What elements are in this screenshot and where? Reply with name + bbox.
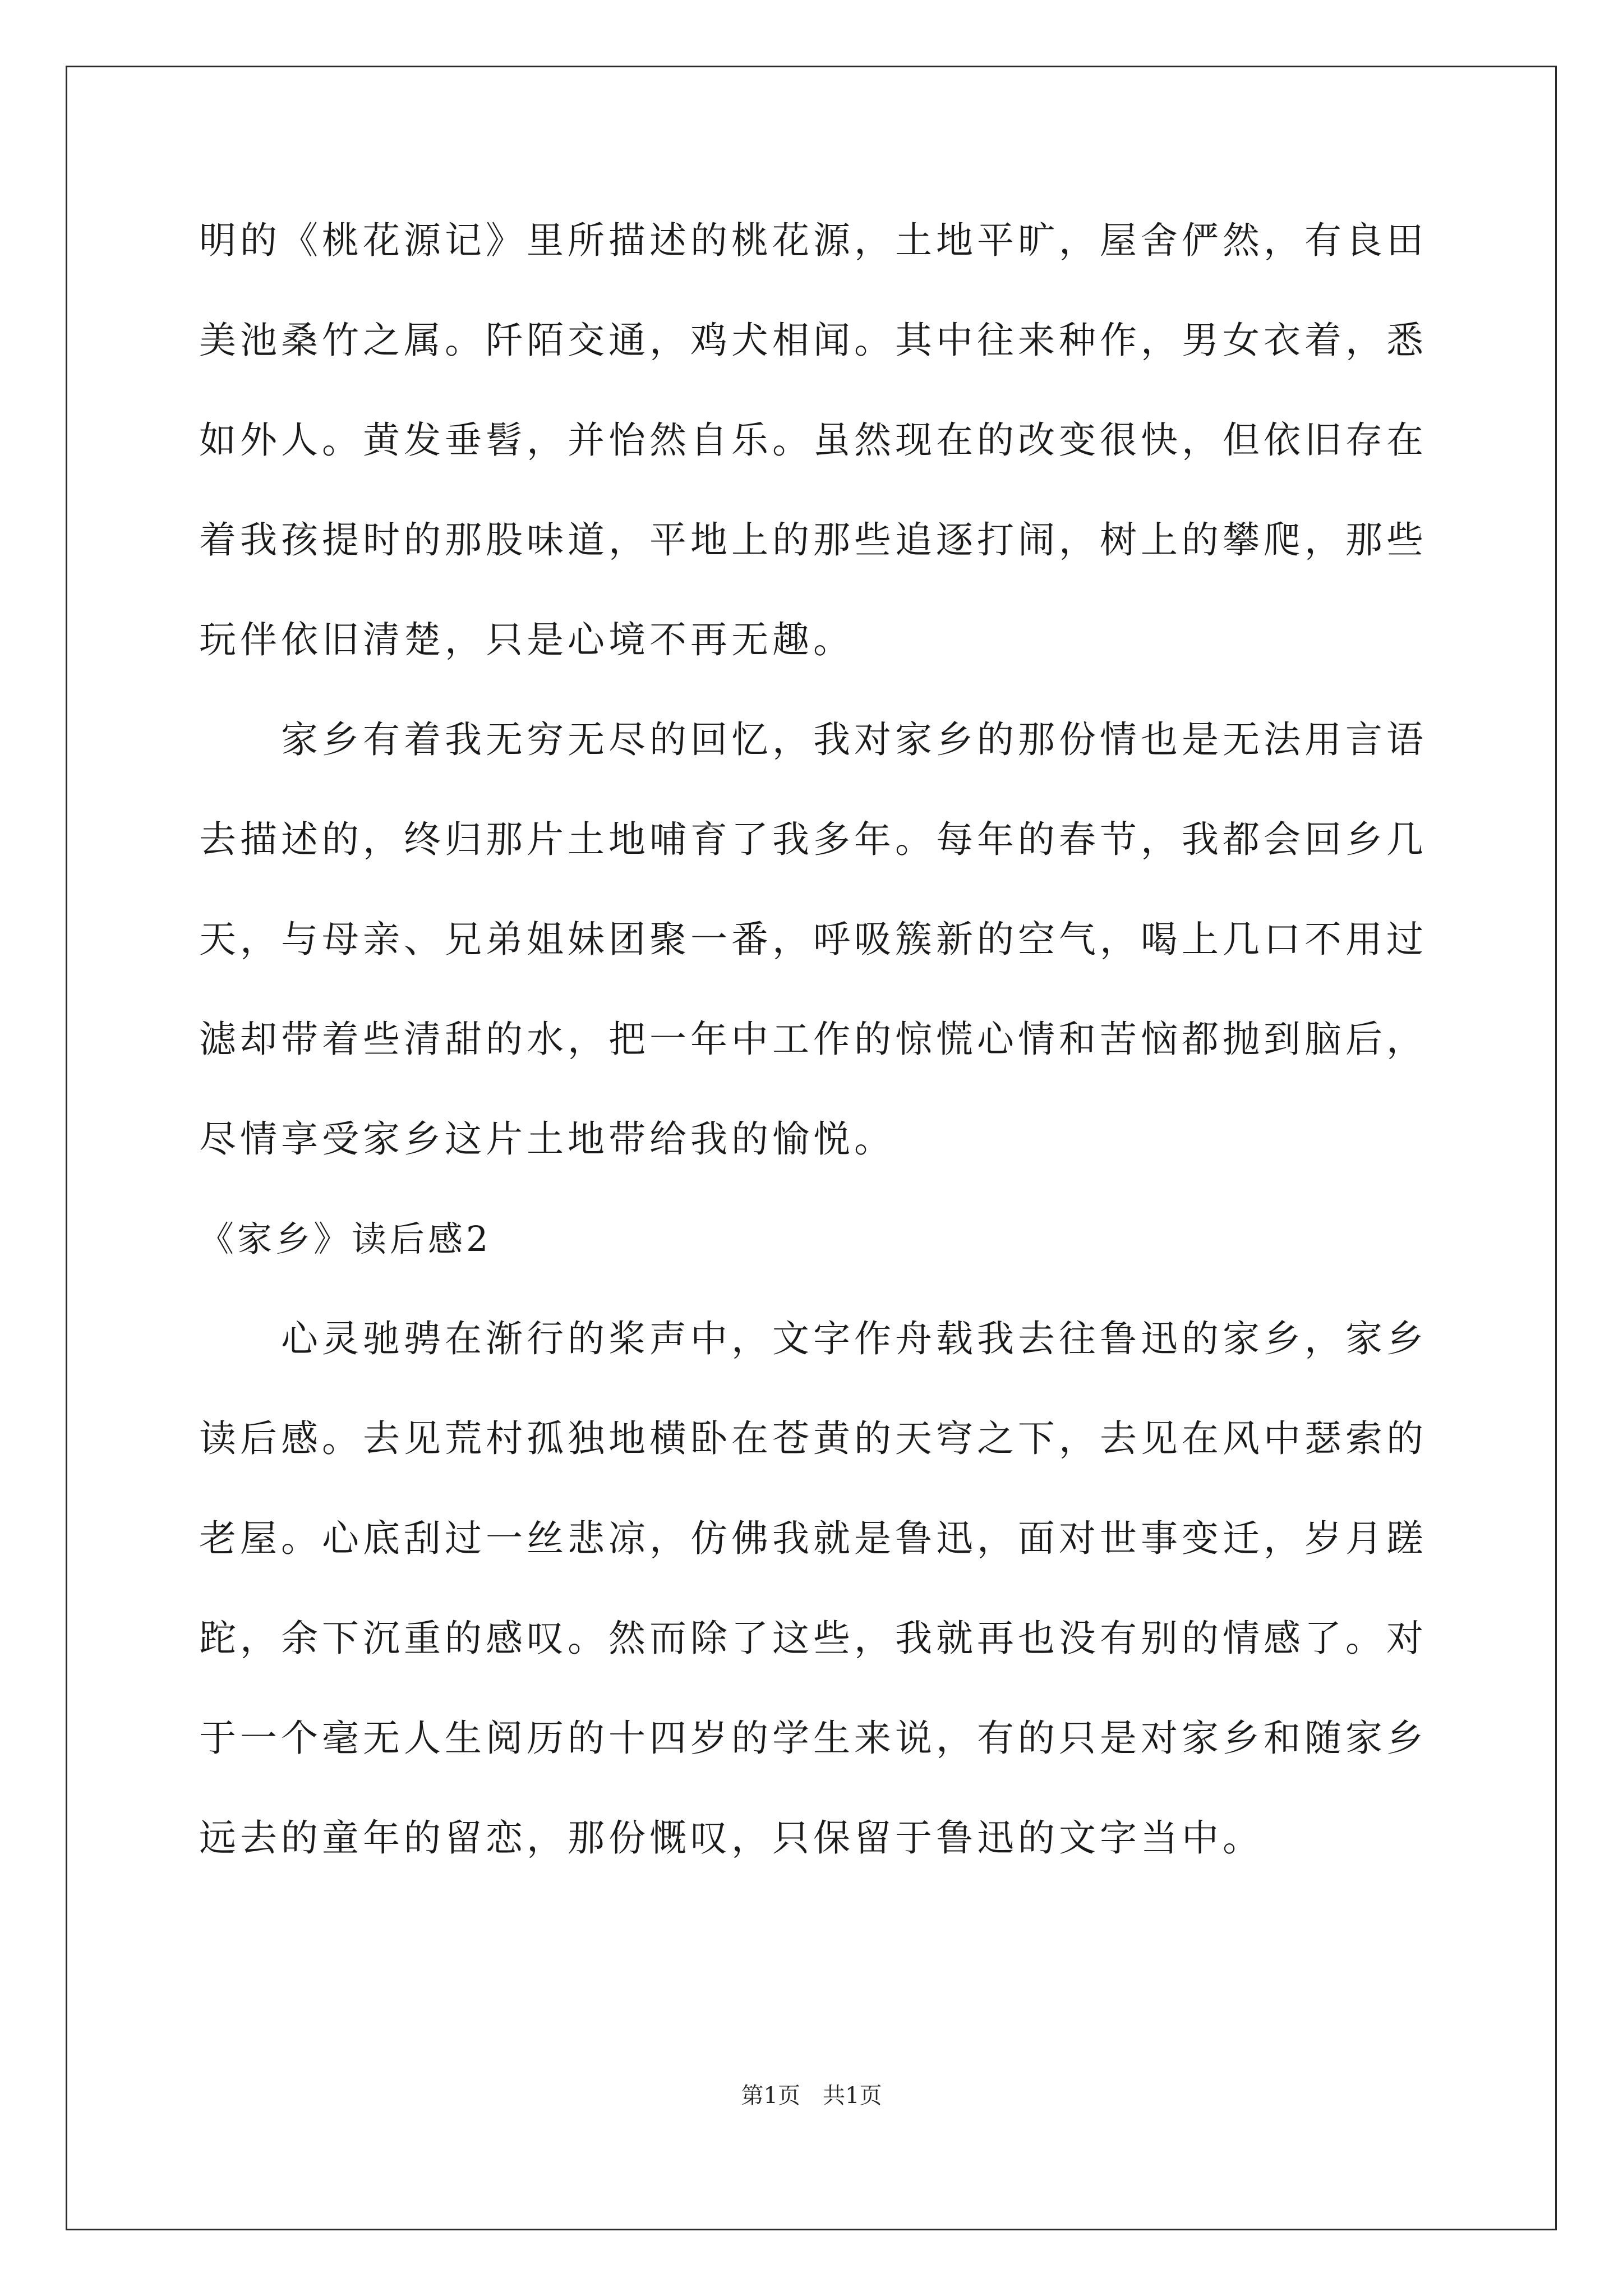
text-line: 玩伴依旧清楚，只是心境不再无趣。 (199, 618, 854, 661)
section-heading: 《家乡》读后感2 (199, 1218, 492, 1259)
text-line: 去描述的，终归那片土地哺育了我多年。每年的春节，我都会回乡几 (199, 818, 1427, 861)
paragraph-first-line: 家乡有着我无穷无尽的回忆，我对家乡的那份情也是无法用言语 (281, 718, 1427, 761)
text-line: 跎，余下沉重的感叹。然而除了这些，我就再也没有别的情感了。对 (199, 1617, 1427, 1660)
text-line: 滤却带着些清甜的水，把一年中工作的惊慌心情和苦恼都抛到脑后， (199, 1018, 1427, 1061)
paragraph-first-line: 心灵驰骋在渐行的桨声中，文字作舟载我去往鲁迅的家乡，家乡 (281, 1317, 1427, 1360)
text-line: 美池桑竹之属。阡陌交通，鸡犬相闻。其中往来种作，男女衣着，悉 (199, 319, 1427, 362)
page-number-footer: 第1页 共1页 (741, 2083, 882, 2109)
text-line: 如外人。黄发垂髫，并怡然自乐。虽然现在的改变很快，但依旧存在 (199, 418, 1427, 462)
text-line: 远去的童年的留恋，那份慨叹，只保留于鲁迅的文字当中。 (199, 1816, 1264, 1860)
text-line: 老屋。心底刮过一丝悲凉，仿佛我就是鲁迅，面对世事变迁，岁月蹉 (199, 1517, 1427, 1560)
text-line: 明的《桃花源记》里所描述的桃花源，土地平旷，屋舍俨然，有良田 (199, 219, 1427, 262)
text-line: 着我孩提时的那股味道，平地上的那些追逐打闹，树上的攀爬，那些 (199, 518, 1427, 562)
text-line: 天，与母亲、兄弟姐妹团聚一番，呼吸簇新的空气，喝上几口不用过 (199, 918, 1427, 961)
text-line: 读后感。去见荒村孤独地横卧在苍黄的天穹之下，去见在风中瑟索的 (199, 1417, 1427, 1460)
text-line: 于一个毫无人生阅历的十四岁的学生来说，有的只是对家乡和随家乡 (199, 1717, 1427, 1760)
document-body (199, 208, 1433, 1905)
text-line: 尽情享受家乡这片土地带给我的愉悦。 (199, 1117, 895, 1161)
